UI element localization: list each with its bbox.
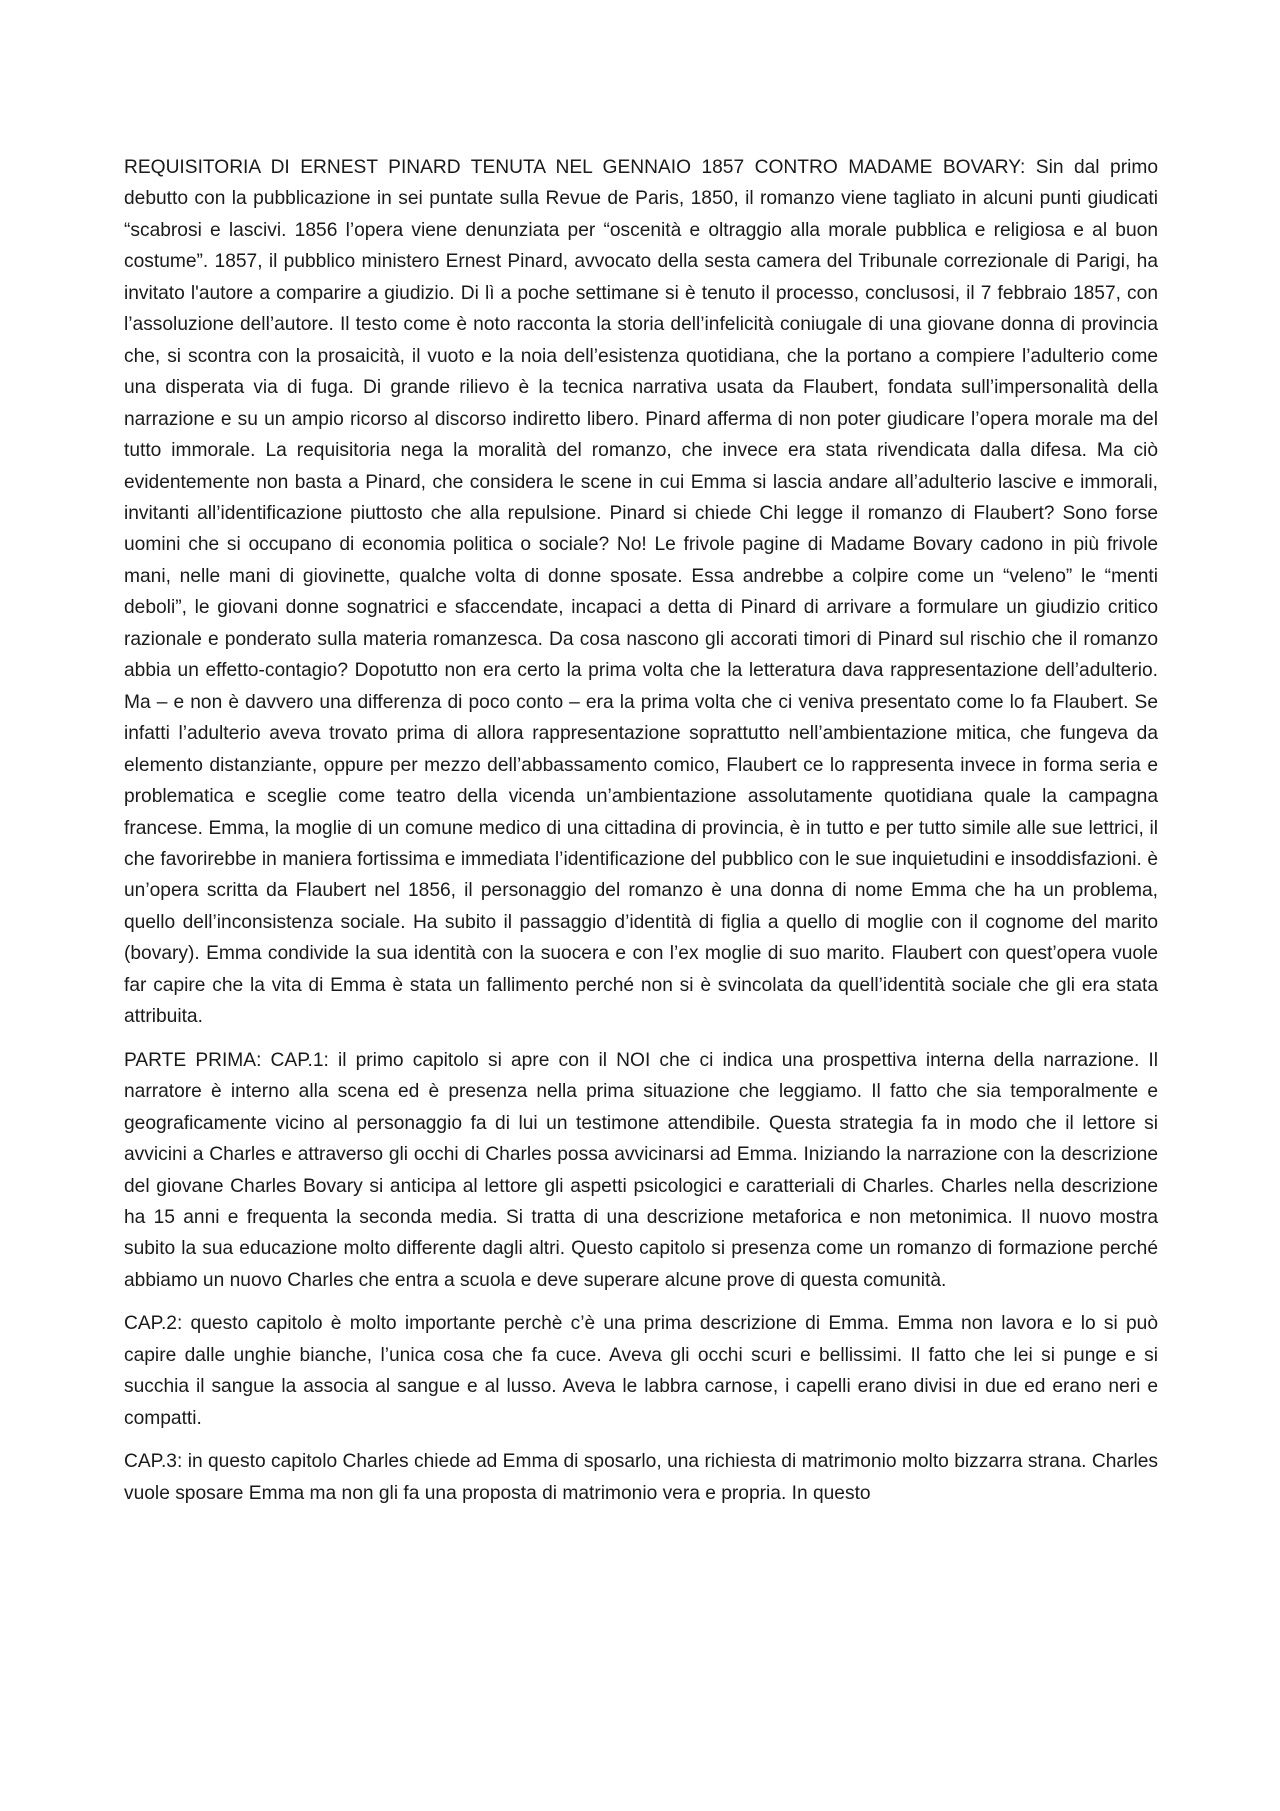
paragraph-cap3: CAP.3: in questo capitolo Charles chiede ad Emma di sposarlo, una richiesta di matrimonio molto bizzarra strana. Charles vuole sposare Emma ma non gli fa una proposta di matrimonio vera e propria. In questo <box>124 1451 1158 1504</box>
paragraph-cap2: CAP.2: questo capitolo è molto importante perchè c’è una prima descrizione di Emma. Emma non lavora e lo si può capire dalle unghie bianche, l’unica cosa che fa cuce. Aveva gli occhi scuri e bellissimi. Il fatto che lei si punge e si succhia il sangue la associa al sangue e al lusso. Aveva le labbra carnose, i capelli erano divisi in due ed erano neri e compatti. <box>124 1313 1158 1429</box>
paragraph-parte-prima-cap1: PARTE PRIMA: CAP.1: il primo capitolo si apre con il NOI che ci indica una prospettiva interna della narrazione. Il narratore è interno alla scena ed è presenza nella prima situazione che leggiamo. Il fatto che sia temporalmente e geograficamente vicino al personaggio fa di lui un testimone attendibile. Questa strategia fa in modo che il lettore si avvicini a Charles e attraverso gli occhi di Charles possa avvicinarsi ad Emma. Iniziando la narrazione con la descrizione del giovane Charles Bovary si anticipa al lettore gli aspetti psicologici e caratteriali di Charles. Charles nella descrizione ha 15 anni e frequenta la seconda media. Si tratta di una descrizione metaforica e non metonimica. Il nuovo mostra subito la sua educazione molto differente dagli altri. Questo capitolo si presenza come un romanzo di formazione perché abbiamo un nuovo Charles che entra a scuola e deve superare alcune prove di questa comunità. <box>124 1049 1158 1291</box>
document-body <box>124 152 1158 1521</box>
paragraph-requisitoria: REQUISITORIA DI ERNEST PINARD TENUTA NEL GENNAIO 1857 CONTRO MADAME BOVARY: Sin dal primo debutto con la pubblicazione in sei puntate sulla Revue de Paris, 1850, il romanzo viene tagliato in alcuni punti giudicati “scabrosi e lascivi. 1856 l’opera viene denunziata per “oscenità e oltraggio alla morale pubblica e religiosa e al buon costume”. 1857, il pubblico ministero Ernest Pinard, avvocato della sesta camera del Tribunale correzionale di Parigi, ha invitato l'autore a comparire a giudizio. Di lì a poche settimane si è tenuto il processo, conclusosi, il 7 febbraio 1857, con l’assoluzione dell’autore. Il testo come è noto racconta la storia dell’infelicità coniugale di una giovane donna di provincia che, si scontra con la prosaicità, il vuoto e la noia dell’esistenza quotidiana, che la portano a compiere l’adulterio come una disperata via di fuga. Di grande rilievo è la tecnica narrativa usata da Flaubert, fondata sull’impersonalità della narrazione e su un ampio ricorso al discorso indiretto libero. Pinard afferma di non poter giudicare l’opera morale ma del tutto immorale. La requisitoria nega la moralità del romanzo, che invece era stata rivendicata dalla difesa. Ma ciò evidentemente non basta a Pinard, che considera le scene in cui Emma si lascia andare all’adulterio lascive e immorali, invitanti all’identificazione piuttosto che alla repulsione. Pinard si chiede Chi legge il romanzo di Flaubert? Sono forse uomini che si occupano di economia politica o sociale? No! Le frivole pagine di Madame Bovary cadono in più frivole mani, nelle mani di giovinette, qualche volta di donne sposate. Essa andrebbe a colpire come un “veleno” le “menti deboli”, le giovani donne sognatrici e sfaccendate, incapaci a detta di Pinard di arrivare a formulare un giudizio critico razionale e ponderato sulla materia romanzesca. Da cosa nascono gli accorati timori di Pinard sul rischio che il romanzo abbia un effetto-contagio? Dopotutto non era certo la prima volta che la letteratura dava rappresentazione dell’adulterio. Ma – e non è davvero una differenza di poco conto – era la prima volta che ci veniva presentato come lo fa Flaubert. Se infatti l’adulterio aveva trovato prima di allora rappresentazione soprattutto nell’ambientazione mitica, che fungeva da elemento distanziante, oppure per mezzo dell’abbassamento comico, Flaubert ce lo rappresenta invece in forma seria e problematica e sceglie come teatro della vicenda un’ambientazione assolutamente quotidiana quale la campagna francese. Emma, la moglie di un comune medico di una cittadina di provincia, è in tutto e per tutto simile alle sue lettrici, il che favorirebbe in maniera fortissima e immediata l’identificazione del pubblico con le sue inquietudini e insoddisfazioni. è un’opera scritta da Flaubert nel 1856, il personaggio del romanzo è una donna di nome Emma che ha un problema, quello dell’inconsistenza sociale. Ha subito il passaggio d’identità di figlia a quello di moglie con il cognome del marito (bovary). Emma condivide la sua identità con la suocera e con l’ex moglie di suo marito. Flaubert con quest’opera vuole far capire che la vita di Emma è stata un fallimento perché non si è svincolata da quell’identità sociale che gli era stata attribuita. <box>124 157 1158 1028</box>
